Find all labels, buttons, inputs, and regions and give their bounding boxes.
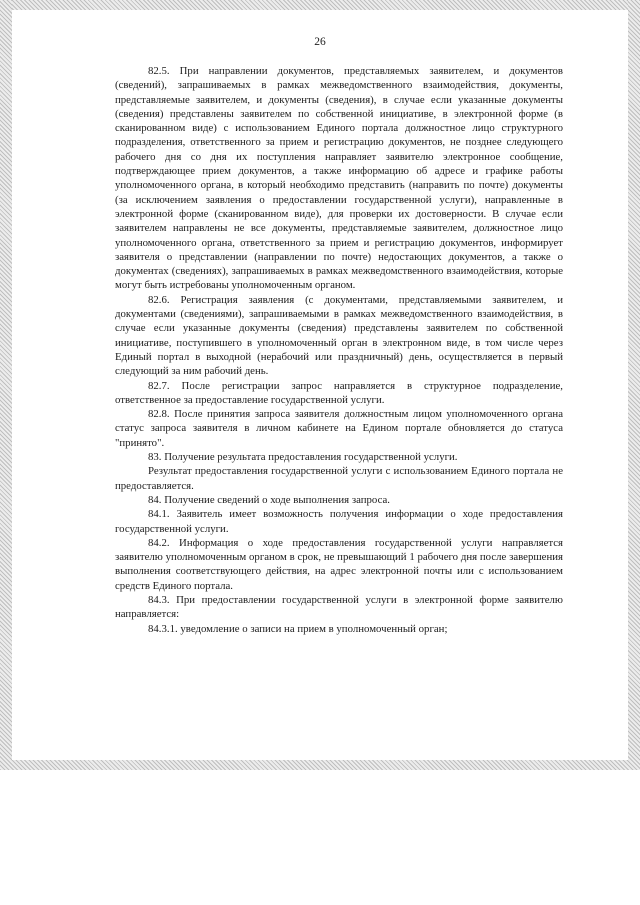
document-body: [115, 64, 563, 636]
scan-border-bottom: [0, 760, 640, 770]
scan-border-right: [628, 0, 640, 770]
paragraph-84-3: 84.3. При предоставлении государственной услуги в электронной форме заявителю направляется:: [115, 593, 563, 621]
paragraph-83: 83. Получение результата предоставления государственной услуги.: [148, 451, 458, 464]
paragraph-82-6: 82.6. Регистрация заявления (с документами, представляемыми заявителем, и документами (сведениями), запрашиваемыми в рамках межведомственного взаимодействия, в случае если указанные документы (сведения) представлены заявителем по собственной инициативе, поступившего в уполномоченный орган в электронном виде, в том числе через Единый портал в выходной (нерабочий или праздничный) день, осуществляется в первый следующий за ним рабочий день.: [115, 293, 563, 378]
paragraph-84-1: 84.1. Заявитель имеет возможность получения информации о ходе предоставления государственной услуги.: [115, 508, 563, 535]
paragraph-82-5: 82.5. При направлении документов, представляемых заявителем, и документов (сведений), запрашиваемых в рамках межведомственного взаимодействия, документы, представляемые заявителем, и документы (сведения), в случае если указанные документы (сведения) представлены заявителем по собственной инициативе, в электронной форме (в сканированном виде) с использованием Единого портала должностное лицо структурного подразделения, ответственного за прием и регистрацию документов, не позднее следующего рабочего дня со дня их поступления направляет заявителю электронное сообщение, подтверждающее прием документов, а также информацию об адресе и графике работы уполномоченного органа, в который необходимо представить (направить по почте) документы (за исключением заявления о предоставлении государственной услуги), направленные в электронной форме (сканированном виде), для проверки их достоверности. В случае если заявителем направлены не все документы, представляемые заявителем, должностное лицо уполномоченного органа, ответственного за прием и регистрацию документов, информирует заявителя о представлении (направлении по почте) недостающих документов, а также о документах (сведениях), запрашиваемых в рамках межведомственного взаимодействия, которые могут быть истребованы уполномоченным органом.: [115, 65, 563, 292]
paragraph-82-8: 82.8. После принятия запроса заявителя должностным лицом уполномоченного органа статус запроса заявителя в личном кабинете на Едином портале обновляется до статуса "принято".: [115, 408, 563, 449]
paragraph-84-3-1: 84.3.1. уведомление о записи на прием в уполномоченный орган;: [148, 622, 448, 635]
scan-border-top: [0, 0, 640, 10]
scan-border-left: [0, 0, 12, 770]
paragraph-84-2: 84.2. Информация о ходе предоставления государственной услуги направляется заявителю уполномоченным органом в срок, не превышающий 1 рабочего дня после завершения выполнения соответствующего действия, на адрес электронной почты или с использованием средств Единого портала.: [115, 536, 563, 592]
paragraph-84: 84. Получение сведений о ходе выполнения запроса.: [148, 493, 390, 506]
paragraph-82-7: 82.7. После регистрации запрос направляется в структурное подразделение, ответственное за предоставление государственной услуги.: [115, 379, 563, 406]
page-number: 26: [314, 36, 326, 48]
paragraph-83-result: Результат предоставления государственной услуги с использованием Единого портала не предоставляется.: [115, 465, 563, 492]
document-page: [12, 10, 628, 760]
